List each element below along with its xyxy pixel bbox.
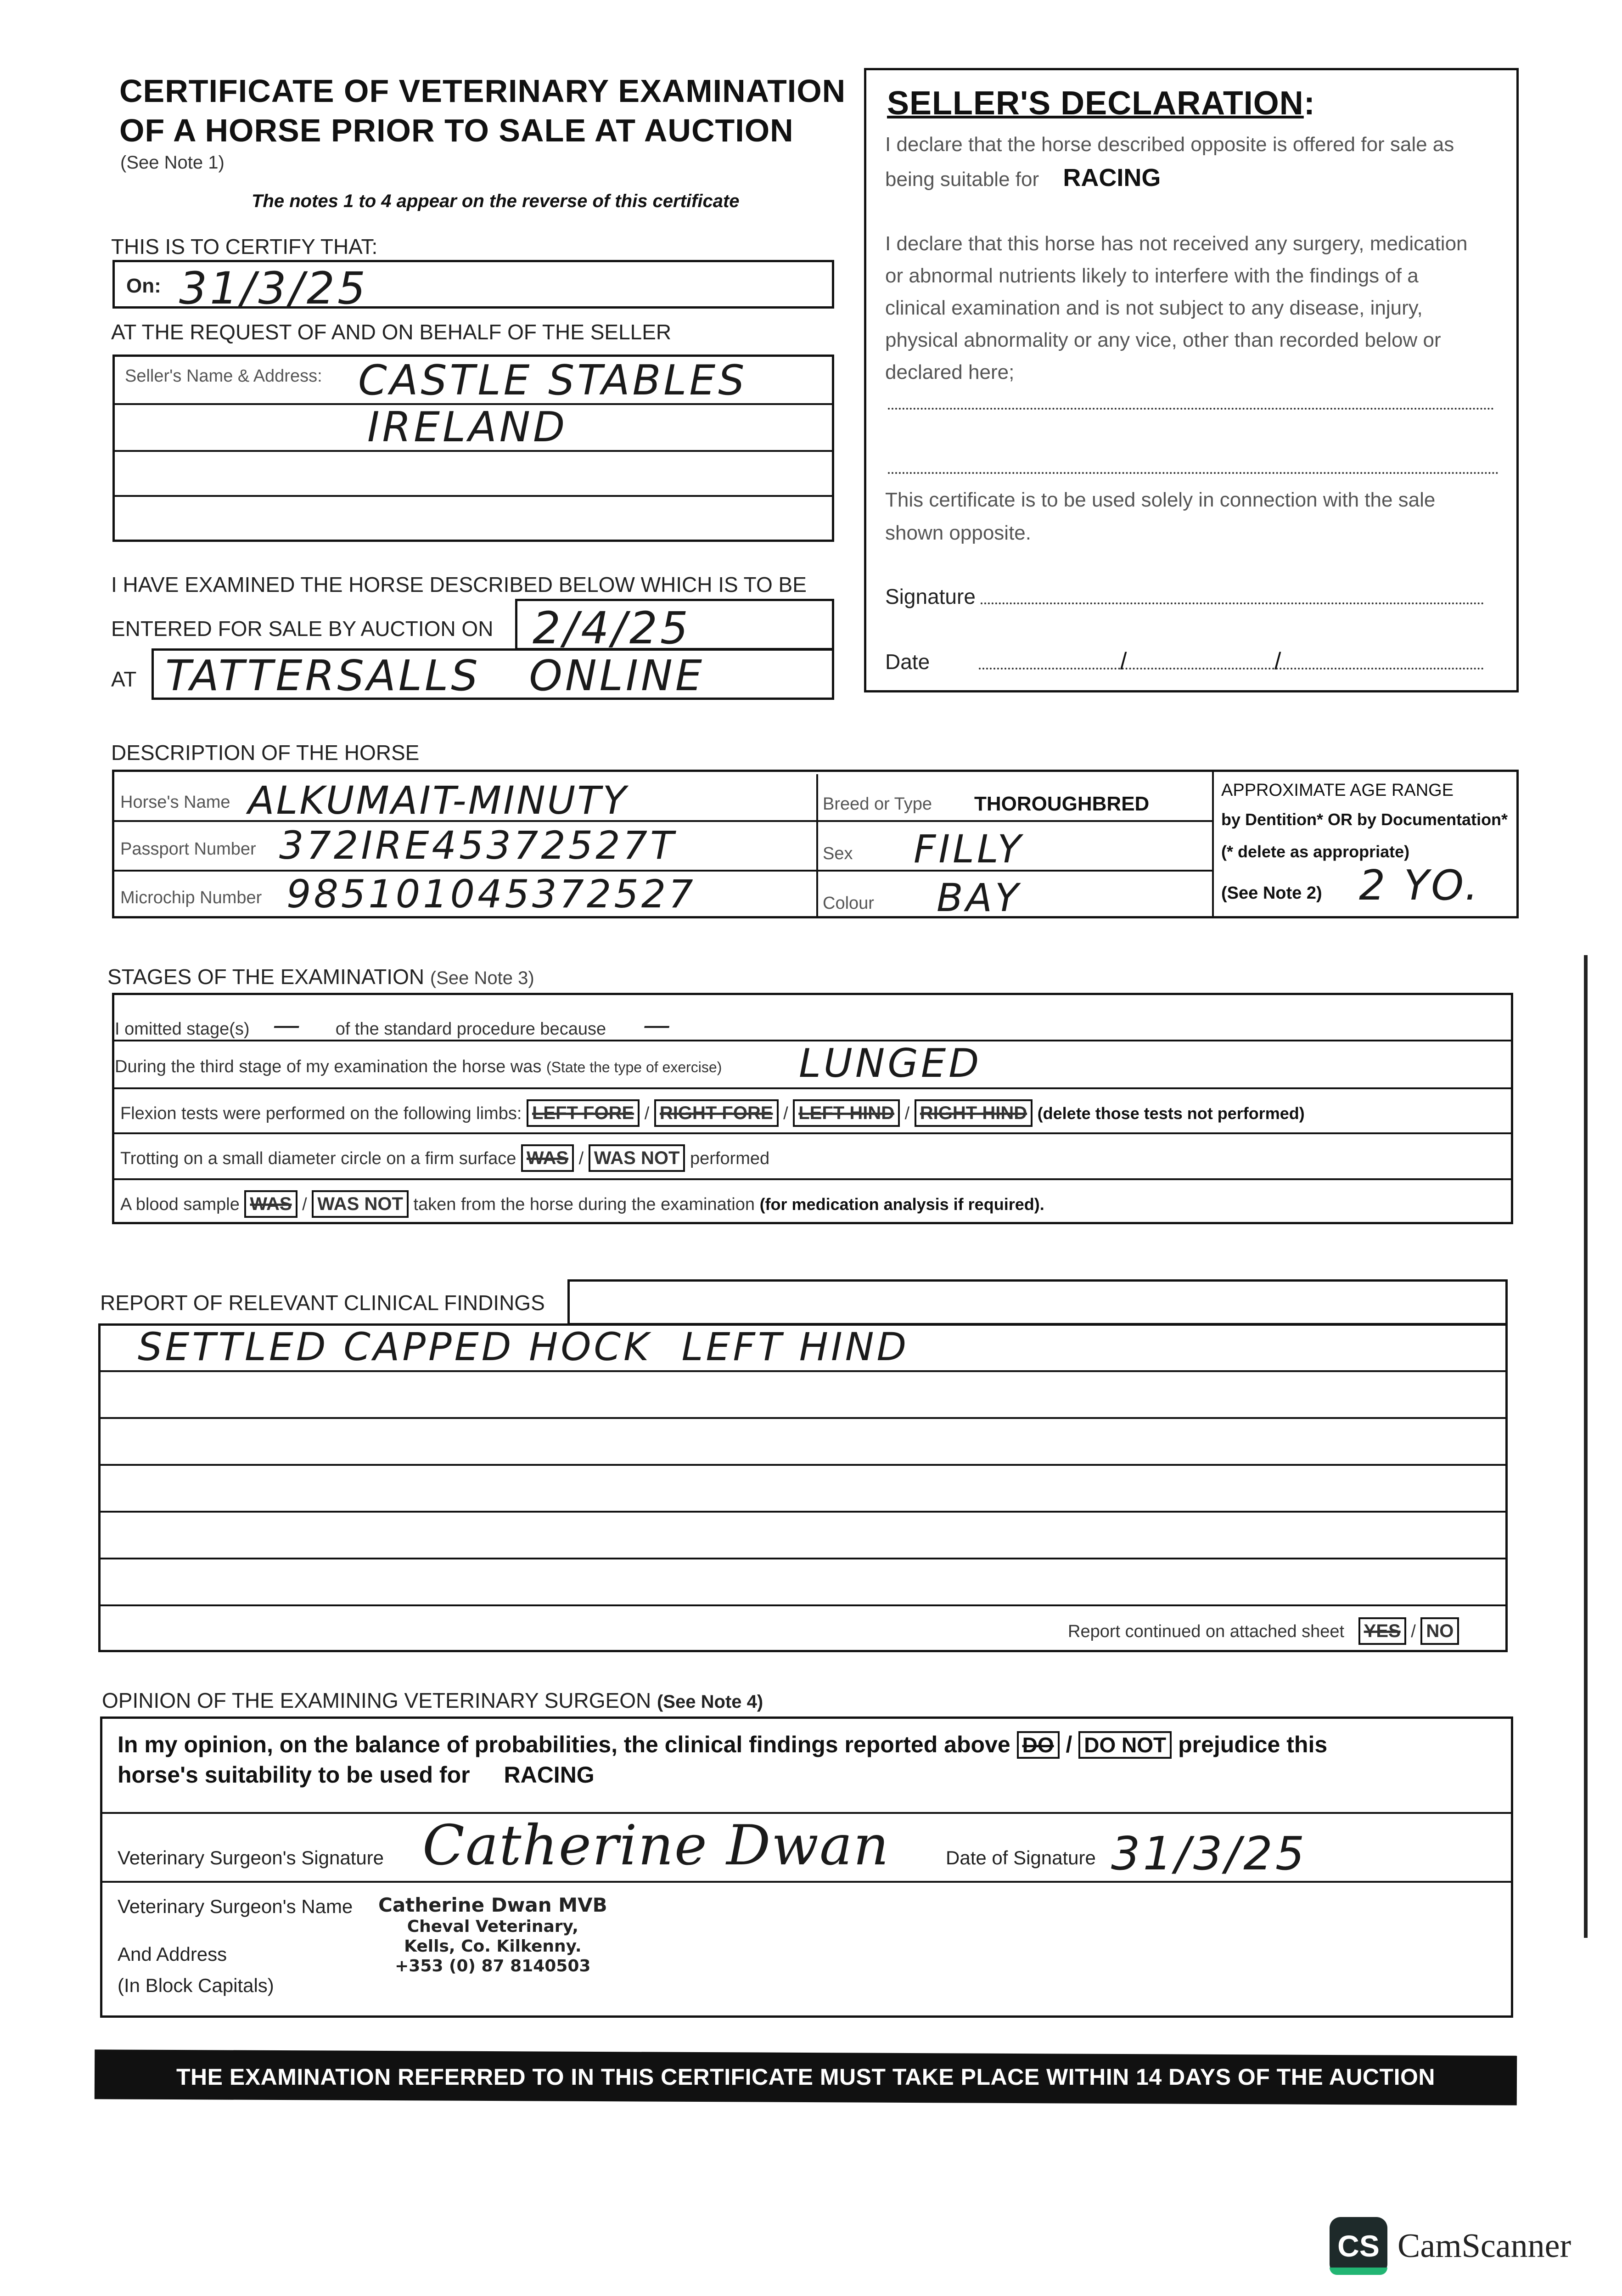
- camscanner-watermark: [1330, 2216, 1571, 2276]
- trotting-row: Trotting on a small diameter circle on a firm surface WAS / WAS NOT performed: [120, 1144, 769, 1172]
- vet-signature: Catherine Dwan: [422, 1814, 890, 1878]
- report-line-3: [98, 1464, 1508, 1466]
- scan-edge-mark: [1584, 955, 1588, 1938]
- omitted-value: —: [273, 1009, 303, 1041]
- omitted-because: of the standard procedure because: [335, 1019, 606, 1039]
- report-heading: REPORT OF RELEVANT CLINICAL FINDINGS: [100, 1291, 545, 1315]
- report-continued: Report continued on attached sheet YES / NO: [1068, 1617, 1459, 1645]
- opinion-statement-part2: prejudice this: [1178, 1732, 1328, 1757]
- flexion-note: (delete those tests not performed): [1037, 1104, 1305, 1123]
- blood-row: A blood sample WAS / WAS NOT taken from the horse during the examination (for medication analysis if required).: [120, 1190, 1044, 1218]
- stages-heading-note: (See Note 3): [430, 968, 534, 988]
- report-heading-box: [567, 1279, 1508, 1325]
- blood-was: WAS: [244, 1190, 297, 1218]
- omitted-label: I omitted stage(s): [115, 1019, 250, 1039]
- age-heading: APPROXIMATE AGE RANGE: [1221, 781, 1454, 800]
- vet-stamp-line2: Cheval Veterinary,: [407, 1917, 578, 1936]
- third-stage-hint: (State the type of exercise): [546, 1059, 722, 1075]
- opinion-heading-text: OPINION OF THE EXAMINING VETERINARY SURGEON: [102, 1688, 651, 1712]
- declaration-para1-line2: [885, 162, 1161, 196]
- blood-note: (for medication analysis if required).: [759, 1195, 1044, 1214]
- flexion-row: Flexion tests were performed on the following limbs: LEFT FORE / RIGHT FORE / LEFT HIND / RIGHT HIND (delete those tests not performed): [120, 1099, 1305, 1127]
- seller-declaration-title: [887, 84, 1315, 122]
- declaration-purpose: RACING: [1063, 164, 1161, 191]
- sex-label: Sex: [823, 844, 853, 863]
- opinion-purpose: RACING: [504, 1762, 595, 1788]
- age-by-dentition: by Dentition*: [1221, 810, 1323, 829]
- age-method: [1221, 810, 1508, 829]
- third-stage-label: During the third stage of my examination the horse was: [115, 1057, 542, 1076]
- flexion-right-fore: RIGHT FORE: [654, 1099, 779, 1127]
- report-table: [98, 1323, 1508, 1652]
- colour-value: BAY: [937, 875, 1021, 920]
- at-label: AT: [111, 667, 137, 691]
- opinion-heading-note: (See Note 4): [657, 1692, 763, 1712]
- age-see-note: (See Note 2): [1221, 884, 1322, 903]
- report-finding: SETTLED CAPPED HOCK LEFT HIND: [138, 1324, 909, 1369]
- opinion-line-2: [100, 1881, 1513, 1883]
- certificate-title-line2: OF A HORSE PRIOR TO SALE AT AUCTION: [119, 113, 794, 148]
- report-line-6: [98, 1604, 1508, 1606]
- declaration-para3-line1: This certificate is to be used solely in connection with the sale: [885, 489, 1436, 511]
- opinion-statement-line2-text: horse's suitability to be used for: [118, 1762, 470, 1788]
- vet-signature-label: Veterinary Surgeon's Signature: [118, 1847, 384, 1868]
- trotting-label: Trotting on a small diameter circle on a firm surface: [120, 1149, 516, 1168]
- report-line-5: [98, 1558, 1508, 1559]
- sex-value: FILLY: [914, 827, 1024, 872]
- trotting-was-not: WAS NOT: [589, 1144, 685, 1172]
- declaration-para2-line3: clinical examination and is not subject to any disease, injury,: [885, 297, 1423, 319]
- declaration-dotted-line-1: [888, 408, 1494, 410]
- opinion-statement-line2: [118, 1761, 595, 1788]
- report-line-1: [98, 1370, 1508, 1372]
- flexion-label: Flexion tests were performed on the following limbs:: [120, 1104, 522, 1123]
- report-continued-label: Report continued on attached sheet: [1068, 1622, 1345, 1641]
- declaration-suitable-for: being suitable for: [885, 168, 1039, 191]
- age-value: 2 YO.: [1359, 861, 1481, 910]
- blood-label: A blood sample: [120, 1195, 240, 1214]
- report-line-2: [98, 1417, 1508, 1419]
- declaration-signature-label: Signature: [885, 585, 976, 608]
- vet-date-value: 31/3/25: [1111, 1827, 1308, 1880]
- stages-heading: [107, 964, 534, 989]
- stages-row-line-4: [112, 1178, 1513, 1180]
- description-divider-2: [1212, 770, 1214, 918]
- notes-reference: The notes 1 to 4 appear on the reverse of this certificate: [252, 191, 740, 211]
- vet-name-label: Veterinary Surgeon's Name: [118, 1896, 353, 1917]
- seller-name-value: CASTLE STABLES: [358, 356, 747, 405]
- horse-name-value: ALKUMAIT-MINUTY: [248, 778, 628, 823]
- seller-declaration-colon: :: [1303, 85, 1315, 122]
- on-label: On:: [126, 275, 161, 297]
- declaration-date-slash-2: /: [1274, 648, 1281, 675]
- declaration-para2-line5: declared here;: [885, 361, 1015, 383]
- declaration-para2-line2: or abnormal nutrients likely to interfere with the findings of a: [885, 264, 1419, 287]
- stages-heading-text: STAGES OF THE EXAMINATION: [107, 965, 425, 989]
- declaration-date-line: [979, 668, 1484, 670]
- examined-line1: I HAVE EXAMINED THE HORSE DESCRIBED BELOW WHICH IS TO BE: [111, 573, 807, 597]
- microchip-label: Microchip Number: [120, 888, 262, 907]
- flexion-left-hind: LEFT HIND: [793, 1099, 900, 1127]
- stages-row-line-3: [112, 1132, 1513, 1134]
- declaration-para2-line1: I declare that this horse has not received any surgery, medication: [885, 232, 1468, 255]
- see-note-1: (See Note 1): [120, 152, 224, 173]
- blood-was-not: WAS NOT: [312, 1190, 409, 1218]
- seller-address-value: IRELAND: [367, 403, 568, 451]
- opinion-heading: [102, 1688, 763, 1713]
- certificate-title-line1: CERTIFICATE OF VETERINARY EXAMINATION: [119, 73, 846, 109]
- passport-value: 372IRE45372527T: [279, 823, 677, 868]
- horse-name-label: Horse's Name: [120, 793, 230, 812]
- age-or: OR: [1328, 810, 1353, 829]
- flexion-left-fore: LEFT FORE: [527, 1099, 640, 1127]
- trotting-was: WAS: [521, 1144, 574, 1172]
- vet-stamp-line1: Catherine Dwan MVB: [378, 1894, 607, 1916]
- passport-label: Passport Number: [120, 839, 256, 859]
- declaration-para3-line2: shown opposite.: [885, 522, 1031, 544]
- description-heading: DESCRIPTION OF THE HORSE: [111, 741, 420, 765]
- seller-line-3: [112, 495, 834, 497]
- declaration-dotted-line-2: [888, 472, 1499, 474]
- declaration-para2-line4: physical abnormality or any vice, other than recorded below or: [885, 329, 1441, 351]
- vet-address-label: And Address: [118, 1943, 227, 1965]
- flexion-right-hind: RIGHT HIND: [915, 1099, 1033, 1127]
- auction-date-value: 2/4/25: [533, 602, 691, 654]
- stages-row-line-2: [112, 1087, 1513, 1089]
- report-yes: YES: [1358, 1617, 1406, 1645]
- camscanner-logo-icon: [1330, 2217, 1387, 2275]
- microchip-value: 985101045372527: [286, 872, 696, 917]
- opinion-statement-part1: In my opinion, on the balance of probabilities, the clinical findings reported above: [118, 1732, 1010, 1757]
- trotting-performed: performed: [690, 1149, 770, 1168]
- third-stage-row: [115, 1057, 722, 1077]
- auction-venue-value: TATTERSALLS ONLINE: [165, 651, 705, 700]
- camscanner-name: CamScanner: [1398, 2227, 1571, 2265]
- opinion-do-not: DO NOT: [1078, 1731, 1172, 1759]
- breed-value: THOROUGHBRED: [974, 793, 1150, 815]
- report-no: NO: [1420, 1617, 1459, 1645]
- seller-name-label: Seller's Name & Address:: [125, 366, 322, 386]
- third-stage-value: LUNGED: [799, 1041, 982, 1086]
- seller-declaration-title-text: SELLER'S DECLARATION: [887, 85, 1304, 122]
- vet-block-capitals: (In Block Capitals): [118, 1975, 274, 1996]
- vet-stamp-line3: Kells, Co. Kilkenny.: [404, 1937, 582, 1956]
- age-delete-note: (* delete as appropriate): [1221, 842, 1410, 861]
- camscanner-logo-accent: [1330, 2268, 1387, 2275]
- declaration-signature-line: [981, 602, 1484, 604]
- request-label: AT THE REQUEST OF AND ON BEHALF OF THE SELLER: [111, 320, 672, 344]
- vet-stamp: [378, 1894, 607, 1975]
- report-line-4: [98, 1511, 1508, 1513]
- age-by-documentation: by Documentation*: [1357, 810, 1508, 829]
- on-date-value: 31/3/25: [179, 263, 369, 314]
- vet-date-label: Date of Signature: [946, 1847, 1096, 1868]
- footer-banner-text: THE EXAMINATION REFERRED TO IN THIS CERTIFICATE MUST TAKE PLACE WITHIN 14 DAYS OF THE AUCTION: [176, 2064, 1435, 2090]
- declaration-para1-line1: I declare that the horse described opposite is offered for sale as: [885, 133, 1454, 156]
- examined-line2: ENTERED FOR SALE BY AUCTION ON: [111, 617, 494, 641]
- camscanner-logo-text: CS: [1337, 2229, 1380, 2263]
- declaration-date-label: Date: [885, 650, 930, 674]
- opinion-statement-line1: In my opinion, on the balance of probabilities, the clinical findings reported above DO / DO NOT prejudice this: [118, 1731, 1327, 1759]
- opinion-do: DO: [1017, 1731, 1060, 1759]
- declaration-date-slash-1: /: [1120, 648, 1127, 675]
- omitted-row: [115, 1009, 673, 1041]
- certify-label: THIS IS TO CERTIFY THAT:: [111, 235, 378, 259]
- vet-stamp-line4: +353 (0) 87 8140503: [395, 1957, 591, 1975]
- colour-label: Colour: [823, 894, 874, 913]
- breed-label: Breed or Type: [823, 794, 932, 814]
- omitted-reason: —: [643, 1009, 673, 1041]
- blood-suffix: taken from the horse during the examination: [413, 1195, 755, 1214]
- description-divider-1: [816, 774, 818, 917]
